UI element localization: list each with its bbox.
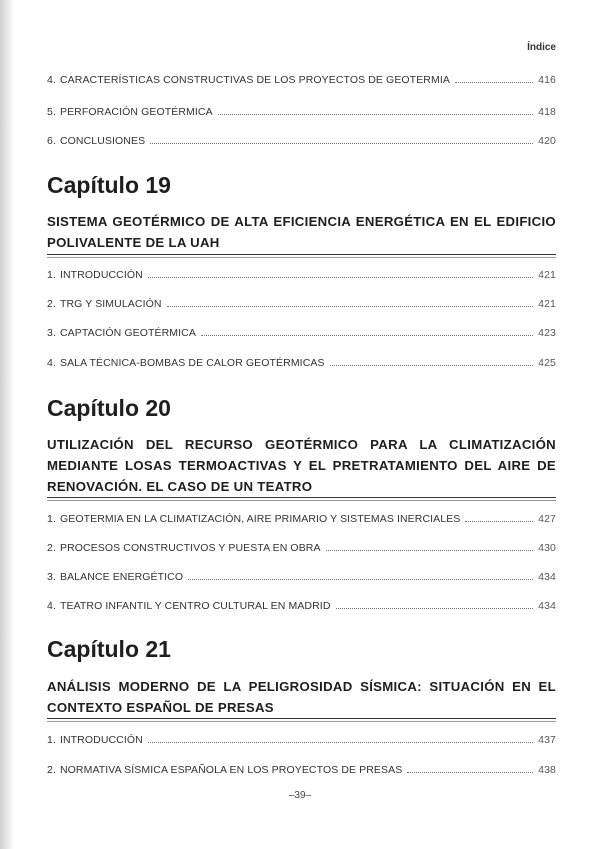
entry-title: NORMATIVA SÍSMICA ESPAÑOLA EN LOS PROYECTOS DE PRESAS (59, 764, 403, 776)
toc-entry[interactable] (47, 70, 556, 86)
entry-title: TRG Y SIMULACIÓN (59, 298, 162, 310)
dot-leader (150, 142, 533, 144)
toc-entry[interactable] (47, 567, 556, 583)
entry-number: 1. (47, 734, 56, 746)
entry-title: TEATRO INFANTIL Y CENTRO CULTURAL EN MADRID (59, 600, 331, 612)
entry-number: 1. (47, 513, 56, 525)
entry-number: 3. (47, 327, 56, 339)
dot-leader (167, 305, 534, 307)
title-rule (47, 254, 556, 255)
entry-title: GEOTERMIA EN LA CLIMATIZACIÓN, AIRE PRIMARIO Y SISTEMAS INERCIALES (59, 513, 461, 525)
entry-page: 423 (538, 327, 556, 339)
entry-number: 3. (47, 571, 56, 583)
entry-page: 421 (538, 269, 556, 281)
entry-page: 430 (538, 542, 556, 554)
dot-leader (465, 520, 533, 522)
entry-page: 425 (538, 357, 556, 369)
entry-number: 2. (47, 542, 56, 554)
entry-page: 420 (538, 135, 556, 147)
chapter-heading: Capítulo 21 (47, 636, 171, 662)
title-rule (47, 718, 556, 719)
toc-entry[interactable] (47, 596, 556, 612)
dot-leader (455, 81, 533, 83)
toc-entry[interactable] (47, 509, 556, 525)
entry-title: PROCESOS CONSTRUCTIVOS Y PUESTA EN OBRA (59, 542, 321, 554)
entry-page: 438 (538, 764, 556, 776)
dot-leader (330, 364, 534, 366)
entry-number: 1. (47, 269, 56, 281)
entry-number: 4. (47, 74, 56, 86)
chapter-title: SISTEMA GEOTÉRMICO DE ALTA EFICIENCIA ENERGÉTICA EN EL EDIFICIO POLIVALENTE DE LA UAH (47, 214, 556, 250)
dot-leader (188, 578, 533, 580)
page-edge-shadow (0, 0, 14, 849)
entry-title: CARACTERÍSTICAS CONSTRUCTIVAS DE LOS PROYECTOS DE GEOTERMIA (59, 74, 450, 86)
page-number: –39– (288, 790, 312, 801)
entry-number: 6. (47, 135, 56, 147)
entry-title: INTRODUCCIÓN (59, 269, 143, 281)
running-header: Índice (527, 42, 556, 53)
entry-number: 4. (47, 357, 56, 369)
title-rule (47, 497, 556, 498)
toc-entry[interactable] (47, 323, 556, 339)
entry-title: CONCLUSIONES (59, 135, 146, 147)
toc-entry[interactable] (47, 730, 556, 746)
toc-entry[interactable] (47, 294, 556, 310)
entry-page: 421 (538, 298, 556, 310)
chapter-heading: Capítulo 19 (47, 172, 171, 198)
chapter-title: ANÁLISIS MODERNO DE LA PELIGROSIDAD SÍSMICA: SITUACIÓN EN EL CONTEXTO ESPAÑOL DE PRESAS (47, 679, 556, 715)
dot-leader (148, 276, 533, 278)
chapter-title: UTILIZACIÓN DEL RECURSO GEOTÉRMICO PARA LA CLIMATIZACIÓN MEDIANTE LOSAS TERMOACTIVAS Y EL PRETRATAMIENTO DEL AIRE DE RENOVACIÓN. EL CASO DE UN TEATRO (47, 437, 556, 494)
toc-entry[interactable] (47, 353, 556, 369)
entry-page: 427 (538, 513, 556, 525)
entry-number: 2. (47, 298, 56, 310)
dot-leader (326, 549, 534, 551)
dot-leader (407, 771, 533, 773)
entry-title: BALANCE ENERGÉTICO (59, 571, 184, 583)
entry-number: 4. (47, 600, 56, 612)
entry-title: SALA TÉCNICA-BOMBAS DE CALOR GEOTÉRMICAS (59, 357, 325, 369)
dot-leader (201, 334, 533, 336)
entry-title: CAPTACIÓN GEOTÉRMICA (59, 327, 196, 339)
entry-page: 416 (538, 74, 556, 86)
entry-title: PERFORACIÓN GEOTÉRMICA (59, 106, 213, 118)
dot-leader (218, 113, 533, 115)
toc-entry[interactable] (47, 538, 556, 554)
entry-page: 434 (538, 600, 556, 612)
entry-page: 437 (538, 734, 556, 746)
entry-page: 418 (538, 106, 556, 118)
toc-entry[interactable] (47, 760, 556, 776)
toc-entry[interactable] (47, 131, 556, 147)
entry-page: 434 (538, 571, 556, 583)
entry-number: 2. (47, 764, 56, 776)
dot-leader (336, 607, 534, 609)
entry-title: INTRODUCCIÓN (59, 734, 143, 746)
toc-entry[interactable] (47, 265, 556, 281)
chapter-heading: Capítulo 20 (47, 395, 171, 421)
entry-number: 5. (47, 106, 56, 118)
dot-leader (148, 741, 533, 743)
toc-entry[interactable] (47, 102, 556, 118)
